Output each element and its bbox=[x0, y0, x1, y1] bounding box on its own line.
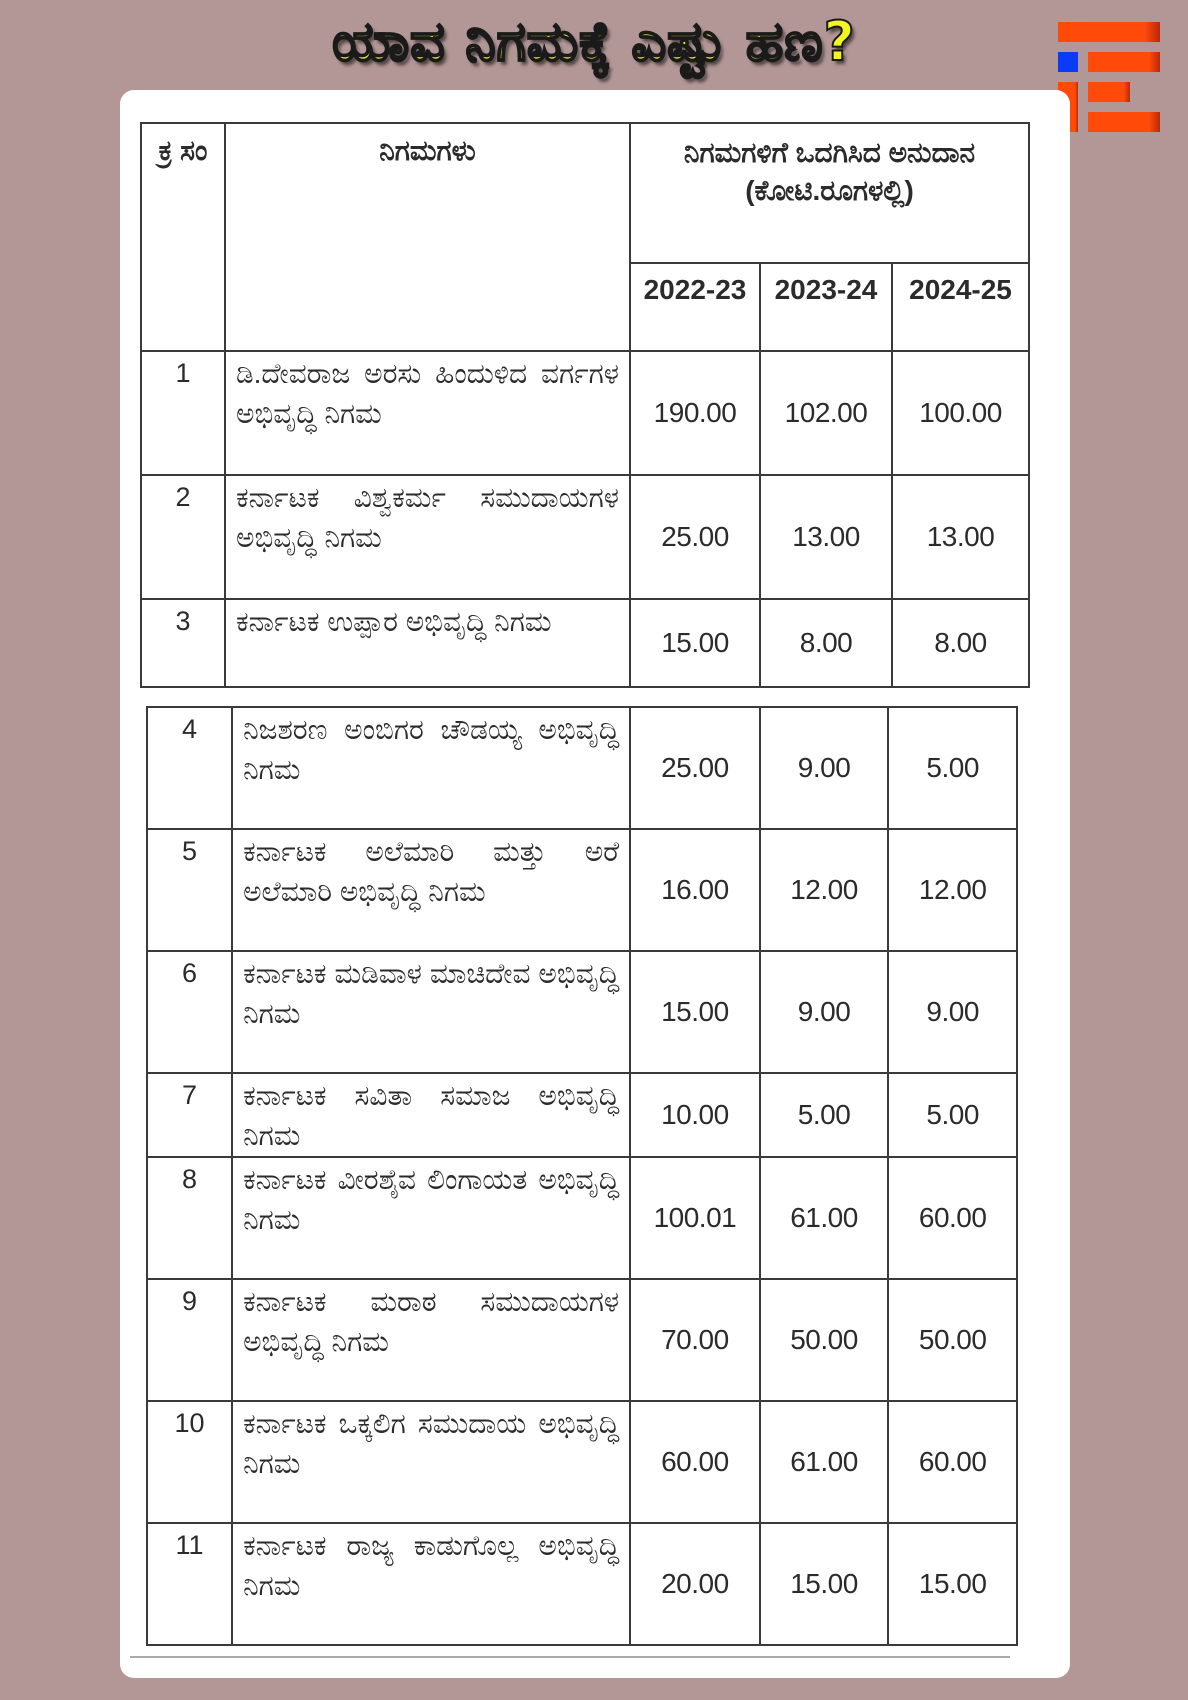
table-row bbox=[141, 599, 1029, 687]
row-value-2024-25: 5.00 bbox=[888, 707, 1017, 829]
row-corporation-name: ಡಿ.ದೇವರಾಜ ಅರಸು ಹಿಂದುಳಿದ ವರ್ಗಗಳ ಅಭಿವೃದ್ಧಿ ನಿಗಮ bbox=[225, 351, 630, 475]
row-corporation-name: ಕರ್ನಾಟಕ ಉಪ್ಪಾರ ಅಭಿವೃದ್ಧಿ ನಿಗಮ bbox=[225, 599, 630, 687]
row-value-2023-24: 61.00 bbox=[760, 1401, 889, 1523]
row-serial: 3 bbox=[141, 599, 225, 687]
header-grant: ನಿಗಮಗಳಿಗೆ ಒದಗಿಸಿದ ಅನುದಾನ (ಕೋಟಿ.ರೂಗಳಲ್ಲಿ) bbox=[630, 123, 1029, 263]
table-row bbox=[147, 1073, 1017, 1157]
row-value-2023-24: 13.00 bbox=[760, 475, 892, 599]
row-value-2023-24: 8.00 bbox=[760, 599, 892, 687]
table-row bbox=[147, 1401, 1017, 1523]
row-value-2024-25: 12.00 bbox=[888, 829, 1017, 951]
row-value-2024-25: 60.00 bbox=[888, 1157, 1017, 1279]
row-serial: 4 bbox=[147, 707, 232, 829]
table-row bbox=[147, 1523, 1017, 1645]
table-row bbox=[147, 707, 1017, 829]
row-serial: 10 bbox=[147, 1401, 232, 1523]
row-serial: 2 bbox=[141, 475, 225, 599]
row-value-2022-23: 15.00 bbox=[630, 951, 760, 1073]
header-year-2022-23: 2022-23 bbox=[630, 263, 760, 351]
row-value-2024-25: 5.00 bbox=[888, 1073, 1017, 1157]
row-value-2022-23: 190.00 bbox=[630, 351, 760, 475]
row-value-2023-24: 15.00 bbox=[760, 1523, 889, 1645]
row-serial: 11 bbox=[147, 1523, 232, 1645]
row-serial: 7 bbox=[147, 1073, 232, 1157]
table-row bbox=[147, 1157, 1017, 1279]
row-value-2023-24: 5.00 bbox=[760, 1073, 889, 1157]
row-corporation-name: ಕರ್ನಾಟಕ ವಿಶ್ವಕರ್ಮ ಸಮುದಾಯಗಳ ಅಭಿವೃದ್ಧಿ ನಿಗಮ bbox=[225, 475, 630, 599]
table-row bbox=[147, 1279, 1017, 1401]
row-value-2024-25: 50.00 bbox=[888, 1279, 1017, 1401]
row-value-2022-23: 25.00 bbox=[630, 475, 760, 599]
row-corporation-name: ಕರ್ನಾಟಕ ಒಕ್ಕಲಿಗ ಸಮುದಾಯ ಅಭಿವೃದ್ಧಿ ನಿಗಮ bbox=[232, 1401, 630, 1523]
row-value-2022-23: 15.00 bbox=[630, 599, 760, 687]
row-value-2024-25: 100.00 bbox=[892, 351, 1029, 475]
row-corporation-name: ಕರ್ನಾಟಕ ಮಡಿವಾಳ ಮಾಚಿದೇವ ಅಭಿವೃದ್ಧಿ ನಿಗಮ bbox=[232, 951, 630, 1073]
row-value-2024-25: 60.00 bbox=[888, 1401, 1017, 1523]
row-corporation-name: ನಿಜಶರಣ ಅಂಬಿಗರ ಚೌಡಯ್ಯ ಅಭಿವೃದ್ಧಿ ನಿಗಮ bbox=[232, 707, 630, 829]
grants-table-top bbox=[140, 122, 1030, 688]
row-value-2023-24: 61.00 bbox=[760, 1157, 889, 1279]
table-fragment-bottom bbox=[146, 706, 1018, 1646]
table-row bbox=[147, 951, 1017, 1073]
table-row bbox=[141, 475, 1029, 599]
row-value-2022-23: 70.00 bbox=[630, 1279, 760, 1401]
row-serial: 1 bbox=[141, 351, 225, 475]
grants-table-bottom bbox=[146, 706, 1018, 1646]
row-value-2024-25: 8.00 bbox=[892, 599, 1029, 687]
row-value-2022-23: 10.00 bbox=[630, 1073, 760, 1157]
row-value-2024-25: 15.00 bbox=[888, 1523, 1017, 1645]
table-row bbox=[147, 829, 1017, 951]
row-value-2024-25: 13.00 bbox=[892, 475, 1029, 599]
page-title: ಯಾವ ನಿಗಮಕ್ಕೆ ಎಷ್ಟು ಹಣ? bbox=[332, 10, 856, 73]
row-serial: 5 bbox=[147, 829, 232, 951]
row-corporation-name: ಕರ್ನಾಟಕ ವೀರಶೈವ ಲಿಂಗಾಯತ ಅಭಿವೃದ್ಧಿ ನಿಗಮ bbox=[232, 1157, 630, 1279]
row-serial: 6 bbox=[147, 951, 232, 1073]
row-value-2022-23: 25.00 bbox=[630, 707, 760, 829]
row-value-2023-24: 12.00 bbox=[760, 829, 889, 951]
row-value-2023-24: 50.00 bbox=[760, 1279, 889, 1401]
row-value-2023-24: 102.00 bbox=[760, 351, 892, 475]
scan-edge-line bbox=[130, 1656, 1010, 1658]
e-brand-logo-icon bbox=[1058, 22, 1160, 134]
header-year-2024-25: 2024-25 bbox=[892, 263, 1029, 351]
row-corporation-name: ಕರ್ನಾಟಕ ರಾಜ್ಯ ಕಾಡುಗೊಲ್ಲ ಅಭಿವೃದ್ಧಿ ನಿಗಮ bbox=[232, 1523, 630, 1645]
header-serial: ಕ್ರ ಸಂ bbox=[141, 123, 225, 351]
row-value-2022-23: 16.00 bbox=[630, 829, 760, 951]
document-card bbox=[120, 90, 1070, 1678]
row-corporation-name: ಕರ್ನಾಟಕ ಮರಾಠ ಸಮುದಾಯಗಳ ಅಭಿವೃದ್ಧಿ ನಿಗಮ bbox=[232, 1279, 630, 1401]
row-value-2023-24: 9.00 bbox=[760, 707, 889, 829]
row-value-2022-23: 100.01 bbox=[630, 1157, 760, 1279]
header-year-2023-24: 2023-24 bbox=[760, 263, 892, 351]
row-value-2022-23: 60.00 bbox=[630, 1401, 760, 1523]
row-serial: 8 bbox=[147, 1157, 232, 1279]
table-fragment-top bbox=[140, 122, 1030, 688]
header-corporations: ನಿಗಮಗಳು bbox=[225, 123, 630, 351]
row-value-2024-25: 9.00 bbox=[888, 951, 1017, 1073]
row-value-2022-23: 20.00 bbox=[630, 1523, 760, 1645]
row-corporation-name: ಕರ್ನಾಟಕ ಅಲೆಮಾರಿ ಮತ್ತು ಅರೆ ಅಲೆಮಾರಿ ಅಭಿವೃದ್ಧಿ ನಿಗಮ bbox=[232, 829, 630, 951]
table-row bbox=[141, 351, 1029, 475]
row-value-2023-24: 9.00 bbox=[760, 951, 889, 1073]
row-corporation-name: ಕರ್ನಾಟಕ ಸವಿತಾ ಸಮಾಜ ಅಭಿವೃದ್ಧಿ ನಿಗಮ bbox=[232, 1073, 630, 1157]
row-serial: 9 bbox=[147, 1279, 232, 1401]
